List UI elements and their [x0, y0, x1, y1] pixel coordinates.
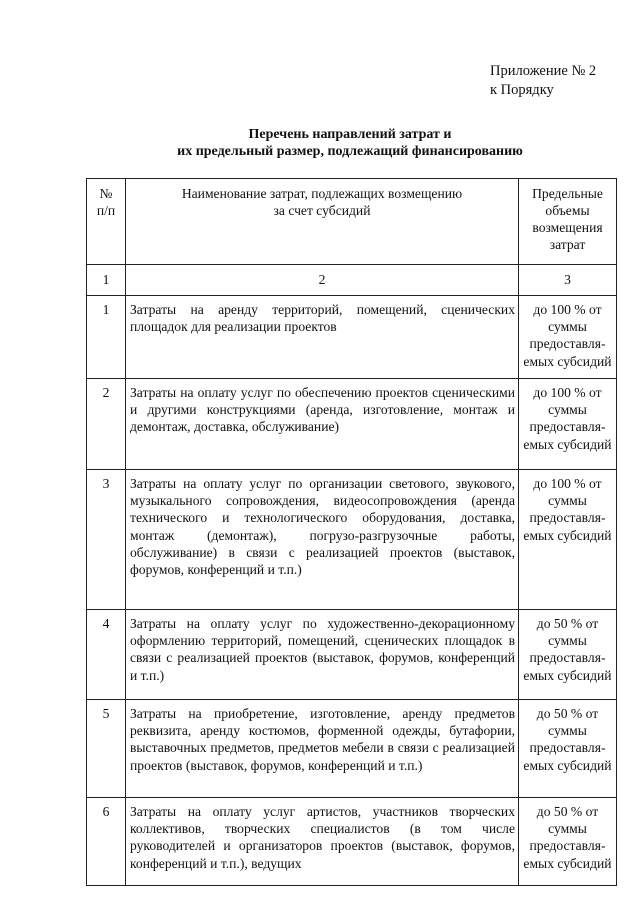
row-number: 4 — [87, 610, 126, 700]
row-limit: до 100 % от суммы предоставля- емых субсидий — [519, 470, 617, 610]
row-cost-name: Затраты на оплату услуг по обеспечению проектов сценическими и другими конструкциями (аренда, изготовление, монтаж и демонтаж, доставка, обслуживание) — [126, 379, 519, 470]
column-index-2: 2 — [126, 265, 519, 296]
column-index-3: 3 — [519, 265, 617, 296]
table-row — [87, 700, 617, 798]
row-limit: до 100 % от суммы предоставля- емых субсидий — [519, 379, 617, 470]
row-limit: до 100 % от суммы предоставля- емых субсидий — [519, 296, 617, 379]
title-line-2: их предельный размер, подлежащий финансированию — [177, 144, 523, 159]
row-cost-name: Затраты на аренду территорий, помещений, сценических площадок для реализации проектов — [126, 296, 519, 379]
table-row — [87, 470, 617, 610]
table-header-row — [87, 179, 617, 265]
table-row — [87, 379, 617, 470]
header-limit: Предельные объемы возмещения затрат — [519, 179, 617, 265]
document-title — [60, 126, 640, 160]
row-cost-name: Затраты на оплату услуг по художественно-декорационному оформлению территорий, помещений, сценических площадок в связи с реализацией проектов (выставок, форумов, конференций и т.п.) — [126, 610, 519, 700]
row-number: 1 — [87, 296, 126, 379]
table-row — [87, 296, 617, 379]
column-index-1: 1 — [87, 265, 126, 296]
costs-table — [86, 178, 617, 886]
row-number: 6 — [87, 798, 126, 886]
row-number: 3 — [87, 470, 126, 610]
appendix-number: Приложение № 2 — [490, 63, 597, 79]
title-line-1: Перечень направлений затрат и — [248, 127, 452, 142]
header-cost-name: Наименование затрат, подлежащих возмещению за счет субсидий — [126, 179, 519, 265]
column-index-row — [87, 265, 617, 296]
row-number: 2 — [87, 379, 126, 470]
appendix-order: к Порядку — [490, 82, 554, 98]
header-number: № п/п — [87, 179, 126, 265]
appendix-reference — [490, 62, 596, 100]
row-cost-name: Затраты на приобретение, изготовление, аренду предметов реквизита, аренду костюмов, форменной одежды, бутафории, выставочных предметов, предметов мебели в связи с реализацией проектов (выставок, форумов, конференций и т.п.) — [126, 700, 519, 798]
row-limit: до 50 % от суммы предоставля- емых субсидий — [519, 610, 617, 700]
table-row — [87, 798, 617, 886]
row-cost-name: Затраты на оплату услуг артистов, участников творческих коллективов, творческих специалистов (в том числе руководителей и организаторов проектов (выставок, форумов, конференций и т.п.), ведущих — [126, 798, 519, 886]
row-number: 5 — [87, 700, 126, 798]
row-limit: до 50 % от суммы предоставля- емых субсидий — [519, 700, 617, 798]
row-cost-name: Затраты на оплату услуг по организации светового, звукового, музыкального сопровождения, видеосопровождения (аренда технического и технологического оборудования, доставка, монтаж (демонтаж), погрузо-разгрузочные работы, обслуживание) в связи с реализацией проектов (выставок, форумов, конференций и т.п.) — [126, 470, 519, 610]
row-limit: до 50 % от суммы предоставля- емых субсидий — [519, 798, 617, 886]
table-row — [87, 610, 617, 700]
